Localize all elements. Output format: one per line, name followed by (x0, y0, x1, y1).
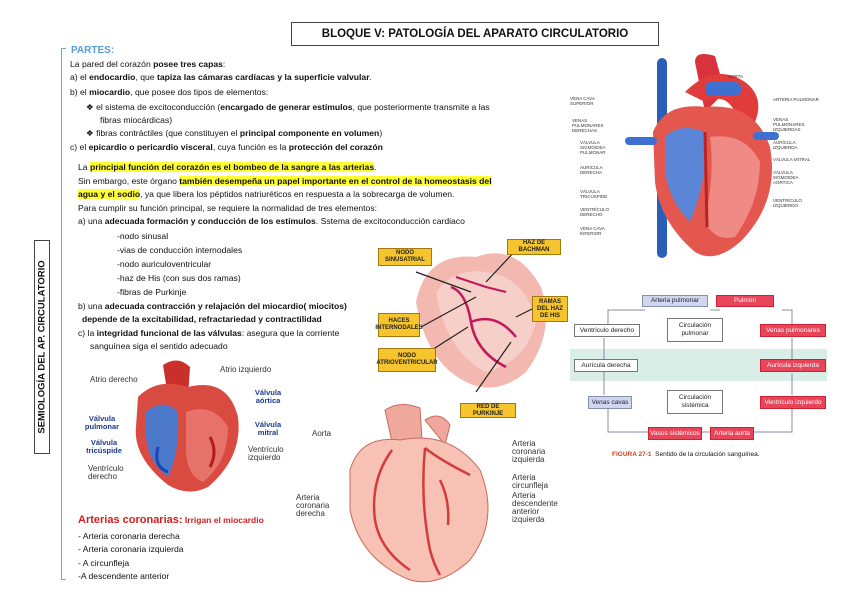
label-ramas: RAMAS DEL HAZ DE HIS (532, 296, 568, 322)
funcion-c: c) la integridad funcional de las válvulas: asegura que la corriente (78, 328, 340, 338)
funcion-l1: La principal función del corazón es el bombeo de la sangre a las arterias. (78, 162, 377, 172)
partes-b2: ❖ fibras contráctiles (que constituyen el principal componente en volumen) (86, 128, 383, 138)
label-valvula-mitral: Válvula mitral (254, 420, 282, 437)
coronary-label-der: Arteria coronaria derecha (296, 493, 330, 518)
funcion-l2: Sin embargo, este órgano también desempeña un papel importante en el control de la homeostasis del (78, 176, 492, 186)
box-circ-sistemica: Circulación sistémica (667, 390, 723, 414)
label-nodo-av: NODO ATRIOVENTRICULAR (378, 348, 436, 372)
box-pulmon: Pulmón (716, 295, 774, 307)
funcion-c-cont: sanguínea siga el sentido adecuado (90, 341, 228, 351)
label-haces: HACES INTERNODALES (378, 313, 420, 337)
partes-b1: ❖ el sistema de excitoconducción (encargado de generar estímulos, que posteriormente transmite a las (86, 102, 490, 112)
box-ventriculo-derecho: Ventrículo derecho (574, 324, 640, 337)
funcion-a: a) una adecuada formación y conducción de los estímulos. Sstema de excitoconducción cardiaco (78, 216, 465, 226)
label-val-sig-aortica: VÁLVULA SIGMOIDEA AÓRTICA (773, 170, 799, 185)
label-venas-pulm-izq: VENAS PULMONARES IZQUIERDAS (773, 117, 805, 132)
label-ventriculo-derecho: Ventrículo derecho (88, 464, 124, 481)
partes-a: a) el endocardio, que tapiza las cámaras cardíacas y la superficie valvular. (70, 72, 372, 82)
label-val-sig-pulm: VÁLVULA SIGMOIDEA PULMONAR (580, 140, 606, 155)
partes-heading: PARTES: (71, 45, 115, 56)
box-arteria-pulmonar: Arteria pulmonar (642, 295, 708, 307)
coronarias-title: Arterias coronarias: Irrigan el miocardio (78, 514, 264, 526)
label-auricula-der: AURÍCULA DERECHA (580, 165, 603, 175)
label-atrio-derecho: Atrio derecho (90, 375, 138, 384)
coronary-label-aorta: Aorta (312, 429, 332, 438)
funcion-b: b) una adecuada contracción y relajación del miocardio( miocitos) (78, 301, 347, 311)
box-venas-pulmonares: Venas pulmonares (760, 324, 826, 337)
funcion-item: -nodo auriculoventricular (117, 259, 212, 269)
circulation-caption: FIGURA 27-1 Sentido de la circulación sanguínea. (612, 451, 760, 458)
coronarias-item: -A descendente anterior (78, 571, 170, 581)
box-arteria-aorta: Arteria aorta (710, 427, 754, 440)
coronary-label-izq: Arteria coronaria izquierda (512, 439, 546, 464)
label-auricula-izq: AURÍCULA IZQUIERDA (773, 140, 798, 150)
box-auricula-derecha: Aurícula derecha (574, 359, 638, 372)
label-val-tric: VÁLVULA TRICÚSPIDE (580, 189, 608, 199)
label-valvula-aortica: Válvula aórtica (254, 388, 282, 405)
label-vent-izq: VENTRÍCULO IZQUIERDO (773, 198, 803, 208)
label-purkinje: RED DE PURKINJE (460, 403, 516, 418)
label-atrio-izquierdo: Atrio izquierdo (220, 365, 272, 374)
label-haz-bachman: HAZ DE BACHMAN (507, 239, 561, 255)
label-aorta: AORTA (728, 74, 744, 79)
box-auricula-izquierda: Aurícula izquierda (760, 359, 826, 372)
label-valvula-pulmonar: Válvula pulmonar (84, 414, 120, 431)
funcion-b-cont: depende de la excitabilidad, refractariedad y contractilidad (82, 314, 322, 324)
label-vci: VENA CAVA INFERIOR (580, 226, 605, 236)
funcion-item: -haz de His (con sus dos ramas) (117, 273, 241, 283)
coronarias-item: - Arteria coronaria derecha (78, 531, 180, 541)
coronarias-item: - Arteria coronaria izquierda (78, 544, 184, 554)
side-label: SEMIOLOGÍA DEL AP. CIRCULATORIO (34, 240, 50, 454)
label-val-mitral: VÁLVULA MITRAL (773, 157, 811, 162)
funcion-item: -vias de conducción internodales (117, 245, 243, 255)
partes-intro: La pared del corazón posee tres capas: (70, 59, 226, 69)
coronary-label-circ: Arteria circunfleja (512, 473, 549, 490)
label-ventriculo-izquierdo: Ventrículo izquierdo (248, 445, 284, 462)
label-nodo-sinusal: NODO SINUSATRIAL (378, 248, 432, 266)
funcion-item: -fibras de Purkinje (117, 287, 187, 297)
label-vcs: VENA CAVA SUPERIOR (570, 96, 595, 106)
partes-c: c) el epicardio o pericardio visceral, cuya función es la protección del corazón (70, 142, 383, 152)
left-bracket (61, 48, 66, 580)
box-ventriculo-izquierdo: Ventrículo izquierdo (760, 396, 826, 409)
partes-b1-cont: fibras miocárdicas) (100, 115, 173, 125)
box-vasos-sistemicos: Vasos sistémicos (648, 427, 702, 440)
label-vent-der: VENTRÍCULO DERECHO (580, 207, 610, 217)
partes-b: b) el miocardio, que posee dos tipos de elementos: (70, 87, 269, 97)
box-venas-cavas: Venas cavas (588, 396, 632, 409)
box-circ-pulmonar: Circulación pulmonar (667, 318, 723, 342)
coronarias-item: - A circunfleja (78, 558, 130, 568)
funcion-item: -nodo sinusal (117, 231, 169, 241)
label-venas-pulm-der: VENAS PULMONARES DERECHAS (572, 118, 604, 133)
label-art-pulm: ARTERIA PULMONAR (773, 97, 819, 102)
funcion-l3: agua y el sodio, ya que libera los péptidos natriuréticos en respuesta a la sobrecarga de volumen. (78, 189, 455, 199)
label-valvula-tricuspide: Válvula tricúspide (86, 438, 122, 455)
page-title: BLOQUE V: PATOLOGÍA DEL APARATO CIRCULATORIO (291, 22, 659, 46)
coronary-heart-figure (330, 400, 510, 590)
funcion-l4: Para cumplir su función principal, se requiere la normalidad de tres elementos: (78, 203, 378, 213)
coronary-label-desc: Arteria descendente anterior izquierda (512, 491, 558, 524)
